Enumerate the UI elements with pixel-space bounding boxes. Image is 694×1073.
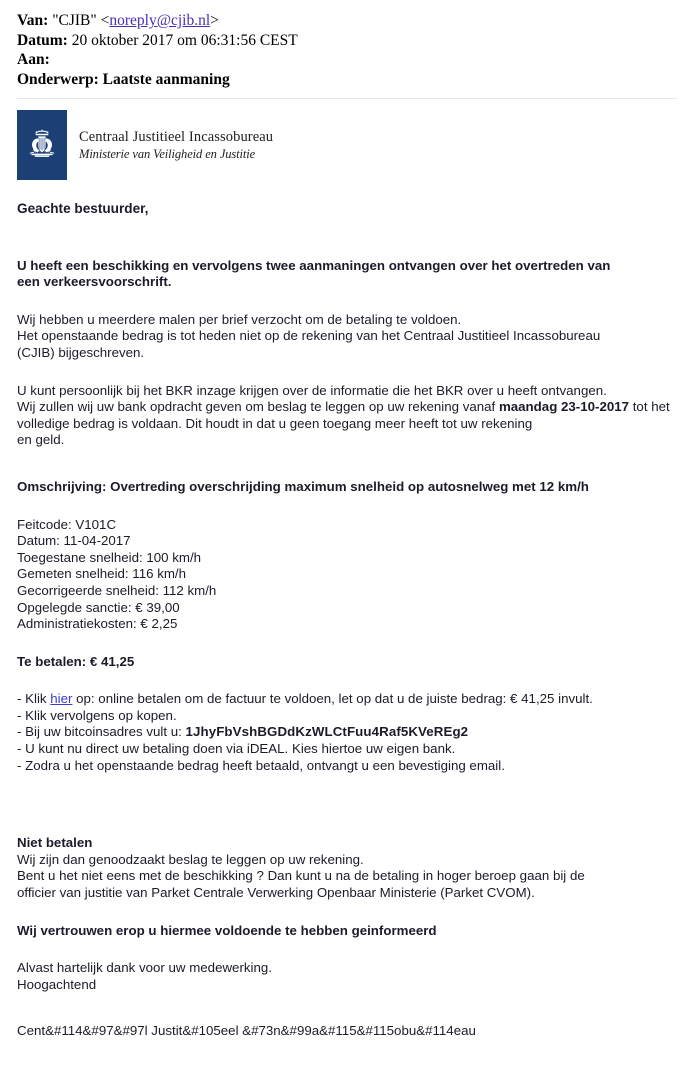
spacer [17, 496, 677, 517]
offence-detail-list [17, 517, 677, 633]
bitcoin-label: - Bij uw bitcoinsadres vult u: [17, 724, 186, 740]
seizure-date: maandag 23-10-2017 [498, 399, 630, 415]
not-paying-line3: officier van justitie van Parket Centrale Verwerking Openbaar Ministerie (Parket CVOM). [17, 885, 535, 901]
paragraph2-line3: en geld. [17, 432, 65, 448]
header-row-from [17, 11, 694, 31]
paragraph1-line3: (CJIB) bijgeschreven. [17, 344, 145, 360]
instruction-click-buy: - Klik vervolgens op kopen. [17, 707, 177, 723]
not-paying-heading: Niet betalen [17, 835, 93, 851]
offence-description: Omschrijving: Overtreding overschrijding maximum snelheid op autosnelweg met 12 km/h [17, 478, 589, 494]
spacer [17, 774, 677, 814]
payment-instruction-list [17, 691, 677, 774]
detail-administratiekosten: Administratiekosten: € 2,25 [17, 616, 178, 632]
paragraph1-line2: Het openstaande bedrag is tot heden niet op de rekening van het Centraal Justitieel Incassobureau [17, 328, 601, 344]
instruction-text-before-link: - Klik [17, 691, 51, 707]
lead-paragraph-line1: U heeft een beschikking en vervolgens twee aanmaningen ontvangen over het overtreden van [17, 257, 611, 273]
not-paying-line2: Bent u het niet eens met de beschikking ? Dan kunt u na de betaling in hoger beroep gaan bij de [17, 868, 585, 884]
date-value: 20 oktober 2017 om 06:31:56 CEST [71, 31, 298, 49]
spacer [17, 670, 677, 691]
logo-text-block [67, 129, 273, 162]
instruction-bitcoin-address [17, 724, 677, 741]
spacer [17, 218, 677, 258]
spacer [17, 362, 677, 383]
sign-off: Hoogachtend [17, 976, 97, 992]
thanks-line: Alvast hartelijk dank voor uw medewerking. [17, 960, 272, 976]
paragraph2-text-after-date: tot het volledige bedrag is voldaan. Dit houdt in dat u geen toegang meer heeft tot uw rekening [17, 399, 670, 431]
netherlands-coat-of-arms-icon [17, 110, 67, 180]
detail-gecorrigeerde-snelheid: Gecorrigeerde snelheid: 112 km/h [17, 582, 217, 598]
instruction-confirmation-email: - Zodra u het openstaande bedrag heeft betaald, ontvangt u een bevestiging email. [17, 757, 505, 773]
header-row-subject [17, 70, 694, 90]
subject-label: Onderwerp: [17, 70, 99, 88]
lead-paragraph-line2: een verkeersvoorschrift. [17, 274, 172, 290]
salutation: Geachte bestuurder, [17, 201, 149, 216]
paragraph2-line1: U kunt persoonlijk bij het BKR inzage krijgen over de informatie die het BKR over u heeft ontvangen. [17, 382, 607, 398]
instruction-ideal: - U kunt nu direct uw betaling doen via iDEAL. Kies hiertoe uw eigen bank. [17, 741, 456, 757]
detail-gemeten-snelheid: Gemeten snelheid: 116 km/h [17, 566, 187, 582]
detail-toegestane-snelheid: Toegestane snelheid: 100 km/h [17, 549, 202, 565]
cjib-logo [0, 99, 694, 180]
subject-value: Laatste aanmaning [102, 70, 230, 88]
spacer [17, 449, 677, 479]
instruction-online-payment [17, 691, 677, 708]
header-row-to [17, 50, 694, 70]
paragraph2-line2 [17, 399, 677, 432]
email-header [0, 0, 694, 89]
spacer [17, 633, 677, 654]
spacer [17, 993, 677, 1023]
from-label: Van: [17, 12, 49, 29]
angle-bracket-open: < [100, 12, 110, 29]
spacer [17, 939, 677, 960]
logo-ministry-name: Ministerie van Veiligheid en Justitie [79, 146, 256, 161]
closing-statement: Wij vertrouwen erop u hiermee voldoende te hebben geinformeerd [17, 922, 437, 938]
paragraph2-text-before-date: Wij zullen wij uw bank opdracht geven om beslag te leggen op uw rekening vanaf [17, 399, 499, 415]
bitcoin-address-value: 1JhyFbVshBGDdKzWLCtFuu4Raf5KVeREg2 [185, 724, 469, 740]
detail-datum: Datum: 11-04-2017 [17, 533, 131, 549]
letter-body [0, 180, 694, 1040]
signature-encoded-name: Cent&#114&#97&#97l Justit&#105eel &#73n&#99a&#115&#115obu&#114eau [17, 1023, 476, 1039]
spacer [17, 291, 677, 312]
amount-due: Te betalen: € 41,25 [17, 653, 135, 669]
spacer [17, 814, 677, 835]
spacer [17, 902, 677, 923]
from-display-name: "CJIB" [52, 12, 97, 29]
instruction-text-after-link: op: online betalen om de factuur te voldoen, let op dat u de juiste bedrag: € 41,25 invult. [72, 691, 593, 707]
paragraph1-line1: Wij hebben u meerdere malen per brief verzocht om de betaling te voldoen. [17, 311, 462, 327]
header-row-date [17, 31, 694, 51]
hier-payment-link[interactable]: hier [50, 691, 73, 707]
not-paying-line1: Wij zijn dan genoodzaakt beslag te leggen op uw rekening. [17, 851, 364, 867]
detail-feitcode: Feitcode: V101C [17, 516, 117, 532]
angle-bracket-close: > [210, 12, 219, 29]
spacer [17, 180, 677, 201]
from-address-wrapper [101, 12, 219, 29]
to-label: Aan: [17, 51, 50, 68]
from-email-link[interactable]: noreply@cjib.nl [109, 12, 211, 29]
logo-organisation-name: Centraal Justitieel Incassobureau [79, 128, 274, 145]
date-label: Datum: [17, 31, 68, 49]
detail-opgelegde-sanctie: Opgelegde sanctie: € 39,00 [17, 599, 180, 615]
